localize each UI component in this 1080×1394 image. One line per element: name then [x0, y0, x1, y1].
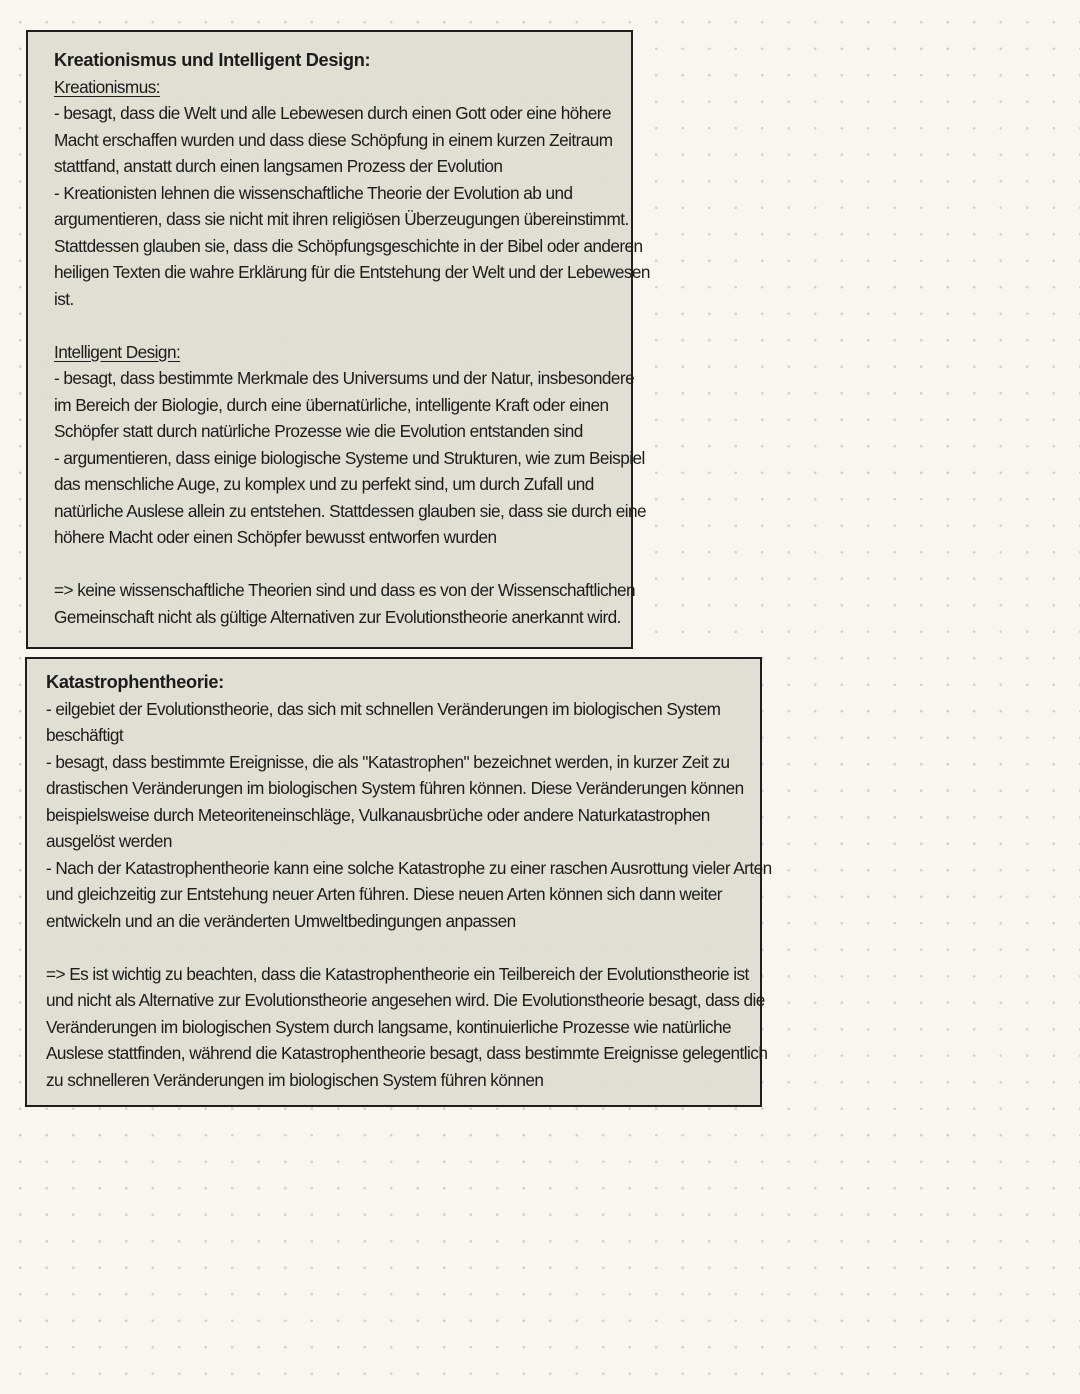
kreationismus-box-title: Kreationismus und Intelligent Design:	[54, 50, 371, 70]
text-line: stattfand, anstatt durch einen langsamen Prozess der Evolution	[54, 156, 503, 176]
text-line: argumentieren, dass sie nicht mit ihren religiösen Überzeugungen übereinstimmt.	[54, 209, 629, 229]
intelligent-design-heading: Intelligent Design:	[54, 341, 181, 362]
text-line: - Nach der Katastrophentheorie kann eine solche Katastrophe zu einer raschen Ausrottung vieler Arten	[46, 857, 772, 878]
text-line: - Kreationisten lehnen die wissenschaftliche Theorie der Evolution ab und	[54, 182, 573, 203]
text-line: Macht erschaffen wurden und dass diese Schöpfung in einem kurzen Zeitraum	[54, 129, 613, 150]
text-line: - besagt, dass die Welt und alle Lebewesen durch einen Gott oder eine höhere	[54, 103, 611, 123]
text-line: im Bereich der Biologie, durch eine übernatürliche, intelligente Kraft oder einen	[54, 394, 609, 415]
text-line: höhere Macht oder einen Schöpfer bewusst entworfen wurden	[54, 527, 497, 547]
text-line: entwickeln und an die veränderten Umweltbedingungen anpassen	[46, 910, 516, 931]
text-line: ist.	[54, 288, 74, 309]
conclusion-line: => Es ist wichtig zu beachten, dass die Katastrophentheorie ein Teilbereich der Evolutionstheorie ist	[46, 963, 749, 984]
kreationismus-intelligent-design-box	[26, 30, 650, 649]
text-line: das menschliche Auge, zu komplex und zu perfekt sind, um durch Zufall und	[54, 474, 594, 494]
katastrophentheorie-title: Katastrophentheorie:	[46, 672, 224, 692]
text-line: beschäftigt	[46, 725, 124, 745]
text-line: und gleichzeitig zur Entstehung neuer Arten führen. Diese neuen Arten können sich dann weiter	[46, 884, 722, 904]
text-line: - besagt, dass bestimmte Merkmale des Universums und der Natur, insbesondere	[54, 368, 635, 388]
text-line: Schöpfer statt durch natürliche Prozesse wie die Evolution entstanden sind	[54, 421, 583, 441]
conclusion-line: Auslese stattfinden, während die Katastrophentheorie besagt, dass bestimmte Ereignisse gelegentlich	[46, 1043, 768, 1063]
text-line: drastischen Veränderungen im biologischen System führen können. Diese Veränderungen können	[46, 778, 744, 798]
text-line: - argumentieren, dass einige biologische Systeme und Strukturen, wie zum Beispiel	[54, 447, 645, 468]
text-line: ausgelöst werden	[46, 831, 172, 851]
text-line: natürliche Auslese allein zu entstehen. Stattdessen glauben sie, dass sie durch eine	[54, 500, 647, 521]
conclusion-line: Gemeinschaft nicht als gültige Alternativen zur Evolutionstheorie anerkannt wird.	[54, 606, 621, 627]
conclusion-line: zu schnelleren Veränderungen im biologischen System führen können	[46, 1069, 544, 1090]
text-line: - besagt, dass bestimmte Ereignisse, die als "Katastrophen" bezeichnet werden, in kurzer Zeit zu	[46, 751, 730, 772]
katastrophentheorie-box	[25, 657, 772, 1107]
kreationismus-heading: Kreationismus:	[54, 76, 160, 97]
conclusion-line: und nicht als Alternative zur Evolutionstheorie angesehen wird. Die Evolutionstheorie besagt, dass die	[46, 990, 765, 1010]
text-line: - eilgebiet der Evolutionstheorie, das sich mit schnellen Veränderungen im biologischen System	[46, 698, 721, 719]
conclusion-line: Veränderungen im biologischen System durch langsame, kontinuierliche Prozesse wie natürliche	[46, 1016, 732, 1037]
text-line: Stattdessen glauben sie, dass die Schöpfungsgeschichte in der Bibel oder anderen	[54, 235, 643, 256]
text-line: beispielsweise durch Meteoriteneinschläge, Vulkanausbrüche oder andere Naturkatastrophen	[46, 804, 710, 825]
conclusion-line: => keine wissenschaftliche Theorien sind und dass es von der Wissenschaftlichen	[54, 580, 636, 600]
text-line: heiligen Texten die wahre Erklärung für die Entstehung der Welt und der Lebewesen	[54, 262, 650, 282]
